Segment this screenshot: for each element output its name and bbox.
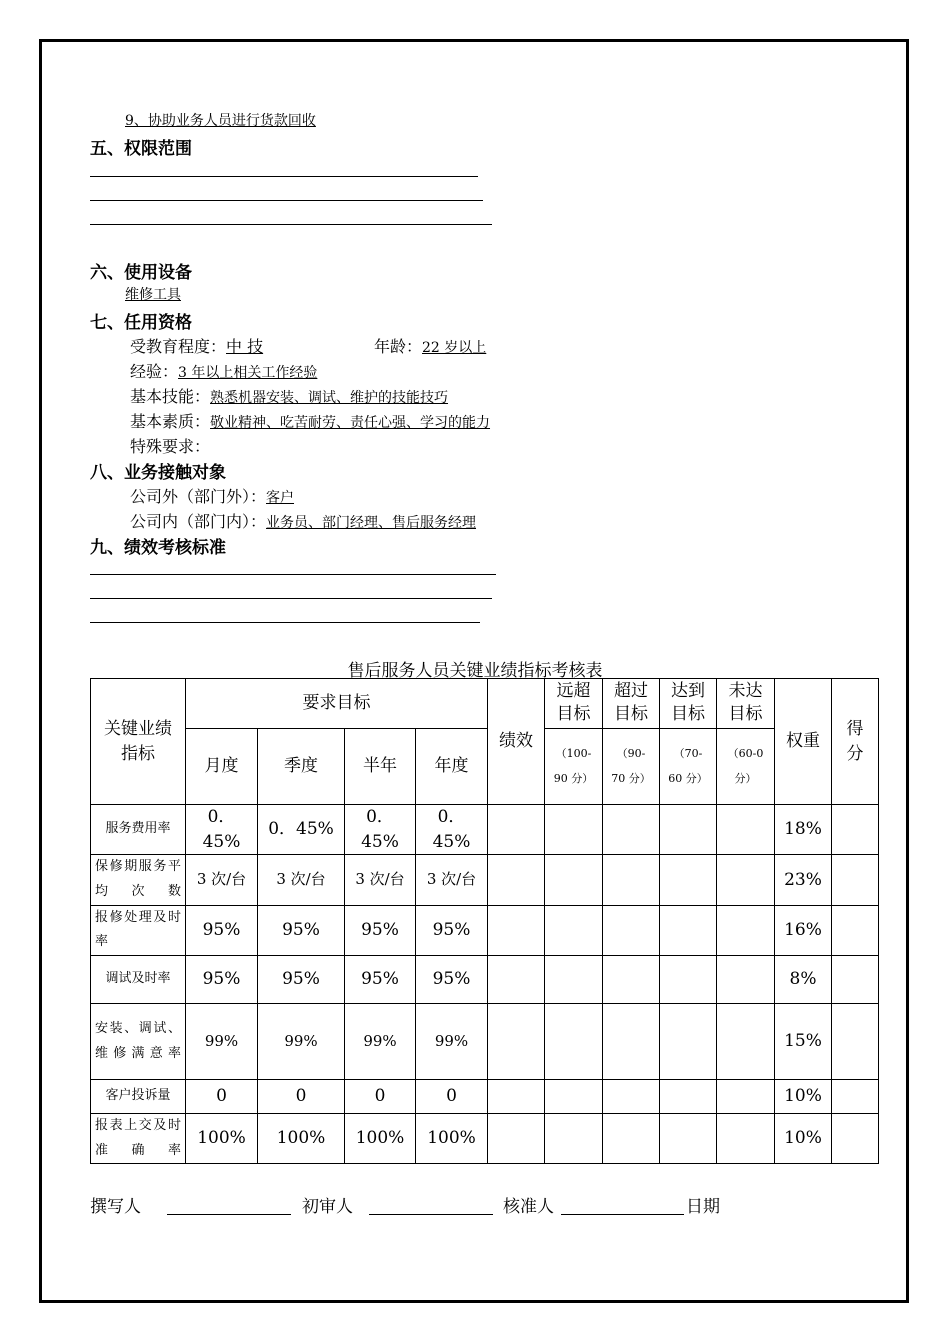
internal-label: 公司内（部门内）： — [130, 512, 267, 531]
table-row — [91, 956, 879, 1004]
half-year-target: 99% — [345, 1004, 416, 1080]
quarterly-target: 95% — [258, 956, 345, 1004]
kpi-name: 客户投诉量 — [91, 1080, 186, 1114]
header-far-exceed-range: （100-90 分） — [545, 729, 603, 805]
signature-approver-line[interactable] — [561, 1214, 684, 1215]
score-cell[interactable] — [717, 956, 775, 1004]
performance-cell[interactable] — [488, 1114, 545, 1164]
score-cell[interactable] — [660, 805, 717, 855]
monthly-target: 99% — [186, 1004, 258, 1080]
table-row — [91, 1080, 879, 1114]
section-heading-authority: 五、权限范围 — [90, 139, 192, 159]
monthly-target: 100% — [186, 1114, 258, 1164]
performance-cell[interactable] — [488, 905, 545, 955]
header-annual: 年度 — [416, 729, 488, 805]
score-cell[interactable] — [545, 1080, 603, 1114]
header-quarterly: 季度 — [258, 729, 345, 805]
header-exceed-range: （90-70 分） — [603, 729, 660, 805]
score-cell[interactable] — [717, 805, 775, 855]
header-reach-range: （70-60 分） — [660, 729, 717, 805]
score-cell[interactable] — [545, 1004, 603, 1080]
header-kpi: 关键业绩指标 — [91, 679, 186, 805]
score-cell[interactable] — [660, 1114, 717, 1164]
blank-line — [90, 598, 492, 599]
score-cell[interactable] — [545, 805, 603, 855]
performance-cell[interactable] — [488, 1004, 545, 1080]
blank-line — [90, 176, 478, 177]
quarterly-target: 95% — [258, 905, 345, 955]
blank-line — [90, 200, 483, 201]
score-cell[interactable] — [717, 905, 775, 955]
skills-value: 熟悉机器安装、调试、维护的技能技巧 — [210, 390, 449, 406]
half-year-target: 95% — [345, 956, 416, 1004]
header-reach: 达到目标 — [660, 679, 717, 729]
skills-label: 基本技能： — [130, 387, 211, 406]
score-cell[interactable] — [660, 956, 717, 1004]
weight-value: 10% — [775, 1114, 832, 1164]
annual-target: 95% — [416, 905, 488, 955]
blank-line — [90, 574, 496, 575]
quarterly-target: 3 次/台 — [258, 855, 345, 905]
external-contact-row — [130, 484, 294, 507]
kpi-name: 安装、调试、维修满意率 — [91, 1004, 186, 1080]
header-score: 得分 — [832, 679, 879, 805]
score-cell[interactable] — [717, 1004, 775, 1080]
weight-value: 15% — [775, 1004, 832, 1080]
header-exceed: 超过目标 — [603, 679, 660, 729]
age-value: 22 岁以上 — [422, 340, 487, 356]
section-heading-qualifications: 七、任用资格 — [90, 313, 192, 333]
annual-target: 99% — [416, 1004, 488, 1080]
blank-line — [90, 622, 480, 623]
skills-row — [130, 384, 448, 407]
annual-target: 95% — [416, 956, 488, 1004]
table-row — [91, 1004, 879, 1080]
quarterly-target: 0 — [258, 1080, 345, 1114]
score-value[interactable] — [832, 1004, 879, 1080]
table-row — [91, 855, 879, 905]
annual-target: 3 次/台 — [416, 855, 488, 905]
header-far-exceed: 远超目标 — [545, 679, 603, 729]
weight-value: 16% — [775, 905, 832, 955]
experience-row — [130, 359, 317, 382]
signature-author-line[interactable] — [167, 1214, 291, 1215]
kpi-name: 报表上交及时准确率 — [91, 1114, 186, 1164]
score-value[interactable] — [832, 1114, 879, 1164]
score-value[interactable] — [832, 956, 879, 1004]
performance-cell[interactable] — [488, 956, 545, 1004]
external-value: 客户 — [266, 490, 295, 506]
kpi-name: 调试及时率 — [91, 956, 186, 1004]
signature-first-review-line[interactable] — [369, 1214, 493, 1215]
half-year-target: 95% — [345, 905, 416, 955]
score-cell[interactable] — [660, 905, 717, 955]
kpi-name: 服务费用率 — [91, 805, 186, 855]
header-weight: 权重 — [775, 679, 832, 805]
score-cell[interactable] — [717, 1114, 775, 1164]
score-value[interactable] — [832, 855, 879, 905]
quarterly-target: 99% — [258, 1004, 345, 1080]
score-cell[interactable] — [603, 1080, 660, 1114]
table-caption: 售后服务人员关键业绩指标考核表 — [347, 661, 603, 681]
age-label: 年龄： — [374, 337, 423, 356]
half-year-target: 0 — [345, 1080, 416, 1114]
half-year-target: 100% — [345, 1114, 416, 1164]
annual-target: 0 — [416, 1080, 488, 1114]
quarterly-target: 0．45% — [258, 805, 345, 855]
score-cell[interactable] — [545, 855, 603, 905]
experience-value: 3 年以上相关工作经验 — [178, 365, 318, 381]
equipment-value: 维修工具 — [125, 287, 181, 303]
score-cell[interactable] — [603, 905, 660, 955]
score-cell[interactable] — [603, 956, 660, 1004]
experience-label: 经验： — [130, 362, 179, 381]
score-value[interactable] — [832, 805, 879, 855]
age-row — [374, 334, 486, 357]
monthly-target: 95% — [186, 905, 258, 955]
signature-date-label: 日期 — [686, 1197, 720, 1217]
half-year-target: 3 次/台 — [345, 855, 416, 905]
score-cell[interactable] — [603, 855, 660, 905]
score-cell[interactable] — [660, 1004, 717, 1080]
score-cell[interactable] — [660, 1080, 717, 1114]
blank-line — [90, 224, 492, 225]
kpi-name: 保修期服务平均次数 — [91, 855, 186, 905]
score-value[interactable] — [832, 1080, 879, 1114]
header-miss-range: （60-0 分） — [717, 729, 775, 805]
monthly-target: 0 — [186, 1080, 258, 1114]
quality-value: 敬业精神、吃苦耐劳、责任心强、学习的能力 — [210, 415, 491, 431]
quality-label: 基本素质： — [130, 412, 211, 431]
score-cell[interactable] — [545, 956, 603, 1004]
score-cell[interactable] — [603, 1004, 660, 1080]
quality-row — [130, 409, 844, 432]
score-cell[interactable] — [603, 1114, 660, 1164]
section-heading-equipment: 六、使用设备 — [90, 263, 192, 283]
header-performance: 绩效 — [488, 679, 545, 805]
internal-contact-row — [130, 509, 476, 532]
score-value[interactable] — [832, 905, 879, 955]
table-row — [91, 1114, 879, 1164]
internal-value: 业务员、部门经理、售后服务经理 — [266, 515, 477, 531]
section-heading-contacts: 八、业务接触对象 — [90, 463, 226, 483]
table-row — [91, 905, 879, 955]
weight-value: 23% — [775, 855, 832, 905]
monthly-target: 95% — [186, 956, 258, 1004]
performance-cell[interactable] — [488, 1080, 545, 1114]
special-requirements-label: 特殊要求： — [130, 437, 211, 456]
external-label: 公司外（部门外）： — [130, 487, 267, 506]
header-target: 要求目标 — [186, 679, 488, 729]
weight-value: 8% — [775, 956, 832, 1004]
annual-target: 0．45% — [416, 805, 488, 855]
quarterly-target: 100% — [258, 1114, 345, 1164]
performance-cell[interactable] — [488, 855, 545, 905]
score-cell[interactable] — [717, 1080, 775, 1114]
signature-first-review-label: 初审人 — [302, 1197, 353, 1217]
education-label: 受教育程度： — [130, 337, 227, 356]
duty-item-9: 9、协助业务人员进行货款回收 — [125, 113, 316, 129]
table-row — [91, 805, 879, 855]
section-heading-performance: 九、绩效考核标准 — [90, 538, 226, 558]
score-cell[interactable] — [545, 1114, 603, 1164]
score-cell[interactable] — [660, 855, 717, 905]
monthly-target: 3 次/台 — [186, 855, 258, 905]
performance-cell[interactable] — [488, 805, 545, 855]
header-miss: 未达目标 — [717, 679, 775, 729]
header-monthly: 月度 — [186, 729, 258, 805]
kpi-name: 报修处理及时率 — [91, 905, 186, 955]
score-cell[interactable] — [603, 805, 660, 855]
score-cell[interactable] — [717, 855, 775, 905]
annual-target: 100% — [416, 1114, 488, 1164]
header-half-year: 半年 — [345, 729, 416, 805]
score-cell[interactable] — [545, 905, 603, 955]
signature-author-label: 撰写人 — [90, 1197, 141, 1217]
education-row — [130, 334, 328, 357]
signature-approver-label: 核准人 — [503, 1197, 554, 1217]
half-year-target: 0．45% — [345, 805, 416, 855]
monthly-target: 0．45% — [186, 805, 258, 855]
education-value: 中 技 — [226, 337, 264, 356]
weight-value: 18% — [775, 805, 832, 855]
weight-value: 10% — [775, 1080, 832, 1114]
kpi-table — [90, 678, 879, 1164]
